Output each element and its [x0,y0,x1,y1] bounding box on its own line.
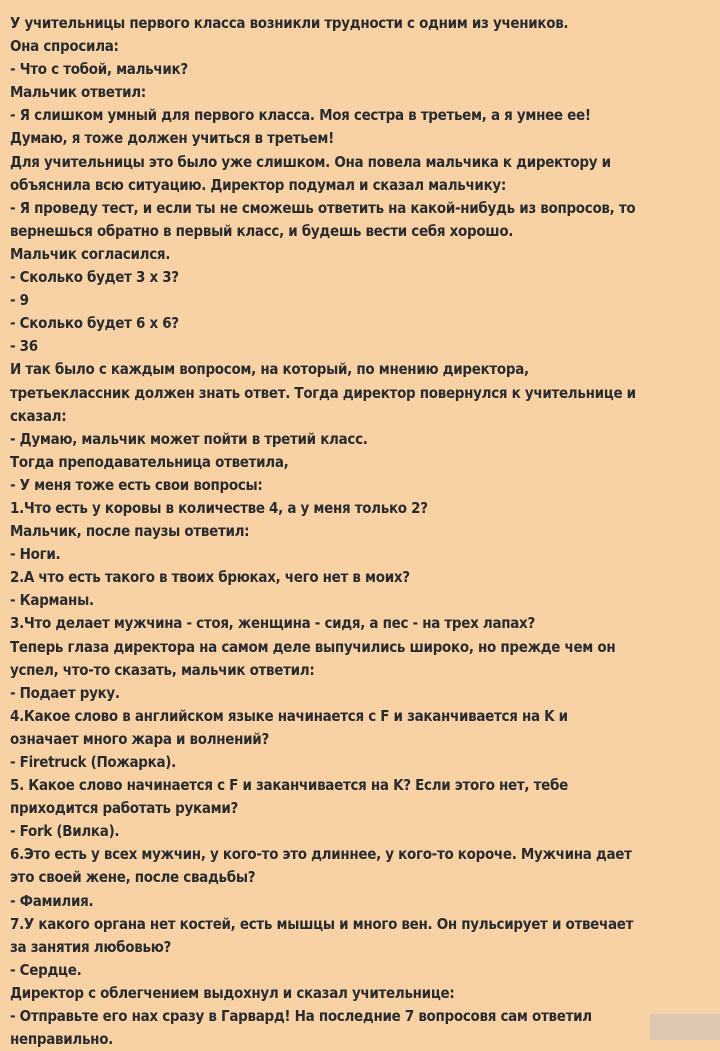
joke-text [10,12,640,1051]
text-line: - Думаю, мальчик может пойти в третий класс. [10,429,368,448]
text-line: - Карманы. [10,591,94,610]
text-line: У учительницы первого класса возникли трудности с одним из учеников. [10,14,569,32]
text-line: Для учительницы это было уже слишком. Она повела мальчика к директору и объяснила всю ситуацию. Директор подумал и сказал мальчику: [10,152,611,194]
text-line: - 36 [10,337,38,356]
text-line: - Сколько будет 6 х 6? [10,314,179,333]
text-line: 1.Что есть у коровы в количестве 4, а у меня только 2? [10,498,428,517]
text-line: 4.Какое слово в английском языке начинается с F и заканчивается на K и означает много жара и волнений? [10,706,568,748]
text-line: - Фамилия. [10,891,94,910]
text-line: Мальчик согласился. [10,244,171,263]
text-line: - Отправьте его нах сразу в Гарвард! На последние 7 вопросовя сам ответил неправильно. [10,1007,592,1049]
text-line: - Подает руку. [10,683,120,702]
text-line: 3.Что делает мужчина - стоя, женщина - сидя, а пес - на трех лапах? [10,614,535,633]
text-line: 2.А что есть такого в твоих брюках, чего нет в моих? [10,568,410,587]
text-line: И так было с каждым вопросом, на который, по мнению директора, третьеклассник должен знать ответ. Тогда директор повернулся к учительнице и сказал: [10,360,636,425]
text-line: 6.Это есть у всех мужчин, у кого-то это длиннее, у кого-то короче. Мужчина дает это своей жене, после свадьбы? [10,845,632,887]
text-line: - Я слишком умный для первого класса. Моя сестра в третьем, а я умнее ее! Думаю, я тоже должен учиться в третьем! [10,106,591,148]
watermark-box [650,1014,720,1040]
text-line: Тогда преподавательница ответила, [10,452,289,471]
text-line: Мальчик, после паузы ответил: [10,522,250,541]
text-line: - Что с тобой, мальчик? [10,60,188,79]
text-line: 7.У какого органа нет костей, есть мышцы и много вен. Он пульсирует и отвечает за занятия любовью? [10,914,634,956]
text-line: Она спросила: [10,37,119,56]
text-line: - Я проведу тест, и если ты не сможешь ответить на какой-нибудь из вопросов, то вернешься обратно в первый класс, и будешь вести себя хорошо. [10,198,636,240]
text-line: Директор с облегчением выдохнул и сказал учительнице: [10,983,455,1002]
text-line: Теперь глаза директора на самом деле выпучились широко, но прежде чем он успел, что-то сказать, мальчик ответил: [10,637,616,679]
text-line: - Сколько будет 3 х 3? [10,268,179,287]
text-line: - Ноги. [10,545,61,564]
text-line: - Firetruck (Пожарка). [10,753,176,771]
text-line: - У меня тоже есть свои вопросы: [10,475,263,494]
text-line: - Сердце. [10,960,82,979]
text-line: - 9 [10,291,29,310]
text-line: 5. Какое слово начинается с F и заканчивается на K? Если этого нет, тебе приходится работать руками? [10,776,568,818]
text-line: Мальчик ответил: [10,83,146,102]
text-line: - Fork (Вилка). [10,822,120,841]
